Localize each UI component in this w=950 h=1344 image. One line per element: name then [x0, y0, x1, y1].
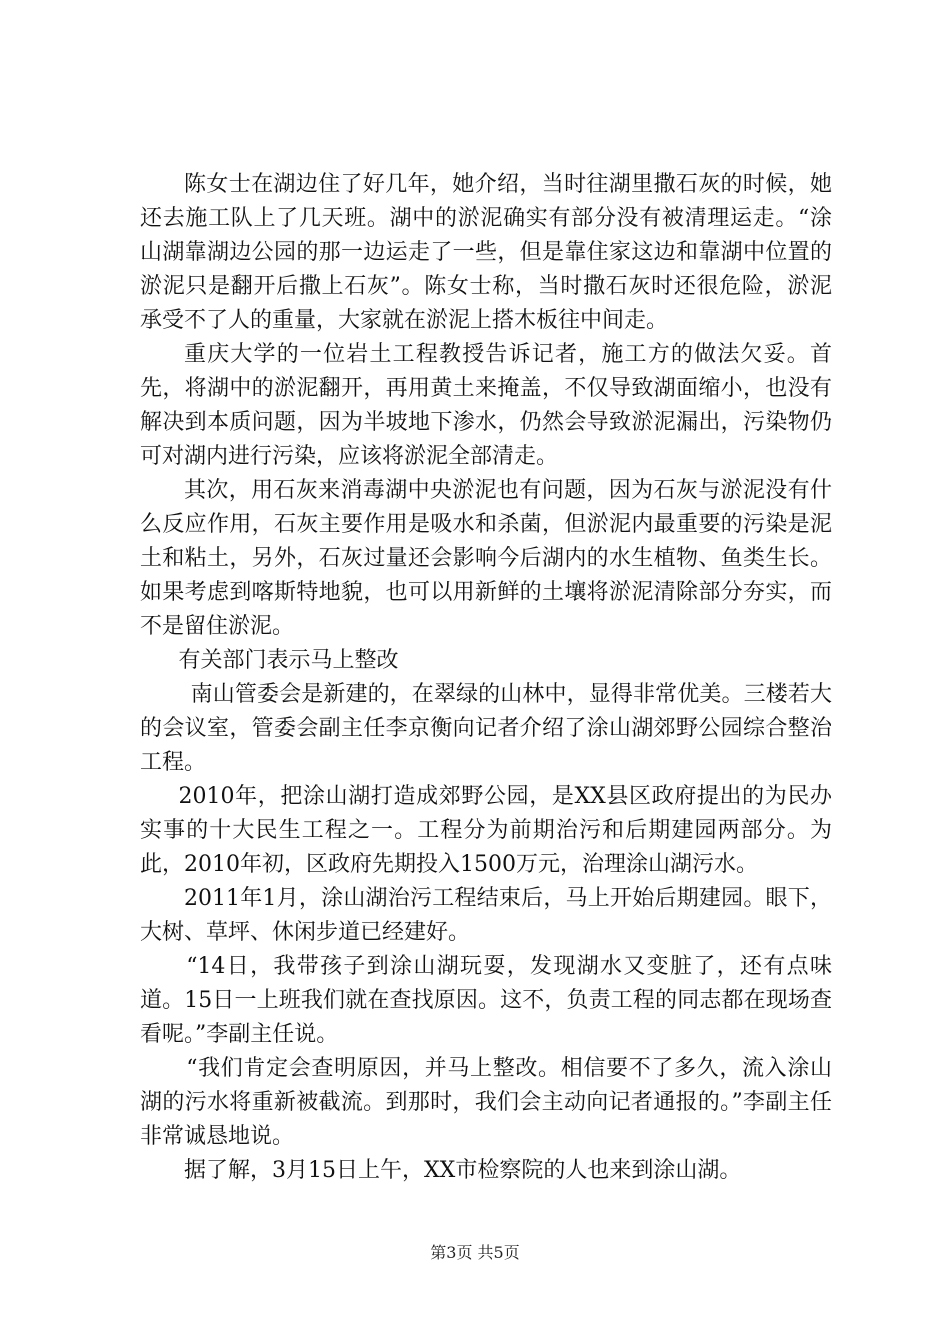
section-heading-rectification: 有关部门表示马上整改 — [178, 648, 399, 673]
paragraph-2010-project: 2010年，把涂山湖打造成郊野公园，是XX县区政府提出的为民办实事的十大民生工程之一。工程分为前期治污和后期建园两部分。为此，2010年初，区政府先期投入1500万元，治理涂山湖污水。 — [140, 784, 832, 877]
paragraph-procuratorate-visit: 据了解，3月15日上午，XX市检察院的人也来到涂山湖。 — [184, 1158, 742, 1183]
paragraph-professor-opinion: 重庆大学的一位岩土工程教授告诉记者，施工方的做法欠妥。首先，将湖中的淤泥翻开，再用黄土来掩盖，不仅导致湖面缩小，也没有解决到本质问题，因为半坡地下渗水，仍然会导致淤泥漏出，污染物仍可对湖内进行污染，应该将淤泥全部清走。 — [140, 342, 832, 469]
paragraph-2011-construction: 2011年1月，涂山湖治污工程结束后，马上开始后期建园。眼下，大树、草坪、休闲步道已经建好。 — [140, 886, 832, 945]
paragraph-deputy-director-quote-1: “14日，我带孩子到涂山湖玩耍，发现湖水又变脏了，还有点味道。15日一上班我们就在查找原因。这不，负责工程的同志都在现场查看呢。”李副主任说。 — [140, 954, 832, 1047]
page-footer — [0, 1243, 950, 1263]
paragraph-chen-testimony: 陈女士在湖边住了好几年，她介绍，当时往湖里撒石灰的时候，她还去施工队上了几天班。湖中的淤泥确实有部分没有被清理运走。“涂山湖靠湖边公园的那一边运走了一些，但是靠住家这边和靠湖中位置的淤泥只是翻开后撒上石灰”。陈女士称，当时撒石灰时还很危险，淤泥承受不了人的重量，大家就在淤泥上搭木板往中间走。 — [140, 172, 832, 333]
page-number-label: 第3页 共5页 — [430, 1243, 520, 1262]
paragraph-lime-problem: 其次，用石灰来消毒湖中央淤泥也有问题，因为石灰与淤泥没有什么反应作用，石灰主要作用是吸水和杀菌，但淤泥内最重要的污染是泥土和粘土，另外，石灰过量还会影响今后湖内的水生植物、鱼类生长。如果考虑到喀斯特地貌，也可以用新鲜的土壤将淤泥清除部分夯实，而不是留住淤泥。 — [140, 478, 832, 639]
article-body — [140, 168, 832, 1188]
paragraph-management-committee: 南山管委会是新建的，在翠绿的山林中，显得非常优美。三楼若大的会议室，管委会副主任李京衡向记者介绍了涂山湖郊野公园综合整治工程。 — [140, 682, 832, 775]
paragraph-deputy-director-quote-2: “我们肯定会查明原因，并马上整改。相信要不了多久，流入涂山湖的污水将重新被截流。到那时，我们会主动向记者通报的。”李副主任非常诚恳地说。 — [140, 1056, 832, 1149]
